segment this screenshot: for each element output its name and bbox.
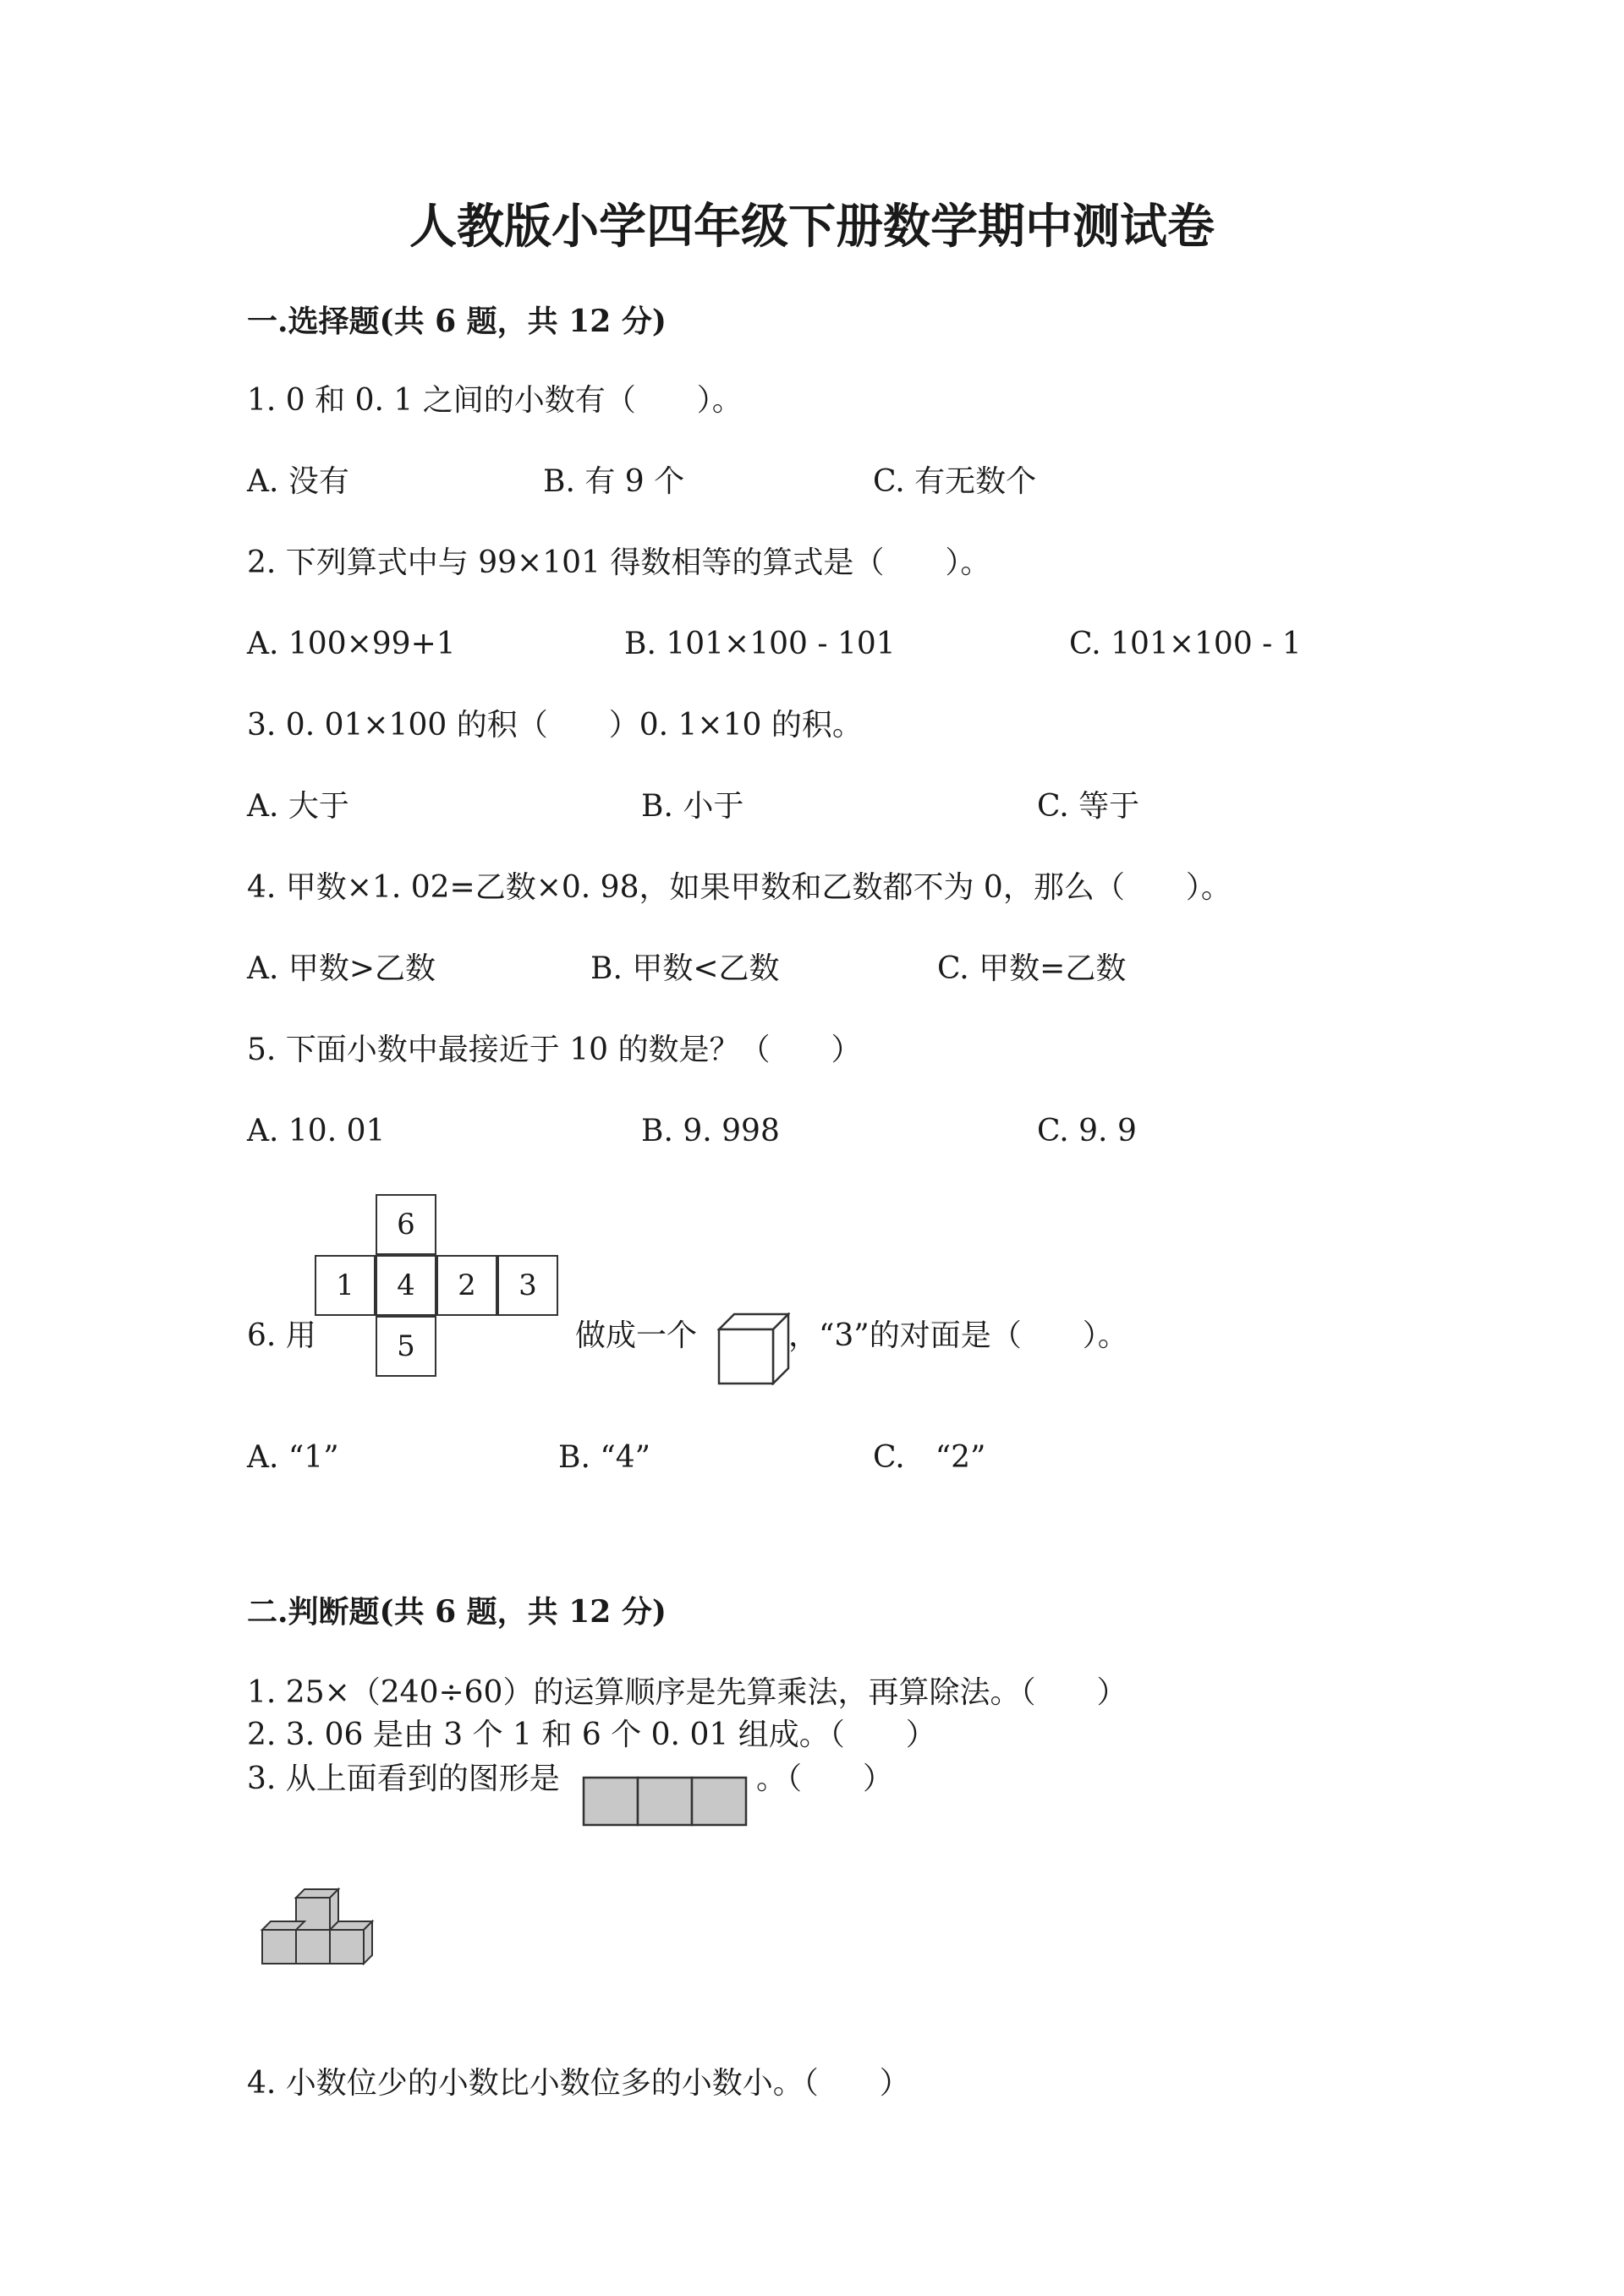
question-2: 2. 下列算式中与 99×101 得数相等的算式是（ ）。 [247,545,991,580]
question-5: 5. 下面小数中最接近于 10 的数是？（ ） [247,1033,862,1067]
net-cell: 5 [376,1316,436,1377]
page-title: 人教版小学四年级下册数学期中测试卷 [409,199,1215,255]
q4-option-b: B. 甲数<乙数 [590,951,780,986]
q3-option-c: C. 等于 [1037,789,1140,824]
q5-option-b: B. 9. 998 [641,1114,780,1148]
judge-question-3-suffix: 。（ ） [756,1762,894,1796]
top-view-figure [582,1776,751,1828]
net-cell: 6 [376,1194,436,1255]
cube-icon [717,1312,790,1385]
question-1: 1. 0 和 0. 1 之间的小数有（ ）。 [247,383,743,418]
question-3: 3. 0. 01×100 的积（ ）0. 1×10 的积。 [247,708,863,743]
q6-option-c: C. “2” [873,1440,986,1475]
question-6-prefix: 6. 用 [247,1318,316,1353]
question-6-middle: 做成一个 [575,1318,698,1353]
cube-stack-figure [257,1888,384,1965]
net-cell: 2 [436,1255,497,1316]
q2-option-a: A. 100×99+1 [247,627,456,661]
question-4: 4. 甲数×1. 02=乙数×0. 98，如果甲数和乙数都不为 0，那么（ ）。 [247,870,1232,905]
net-cell: 1 [315,1255,376,1316]
q1-option-c: C. 有无数个 [873,464,1037,499]
q2-option-c: C. 101×100 - 1 [1069,627,1302,661]
judge-question-2: 2. 3. 06 是由 3 个 1 和 6 个 0. 01 组成。（ ） [247,1718,936,1752]
cube-net-figure [315,1194,563,1382]
q4-option-a: A. 甲数>乙数 [247,951,436,986]
judge-question-1: 1. 25×（240÷60）的运算顺序是先算乘法，再算除法。（ ） [247,1675,1127,1710]
net-cell: 4 [376,1255,436,1316]
q2-option-b: B. 101×100 - 101 [624,627,896,661]
question-6-suffix: ，“3”的对面是（ ）。 [788,1318,1128,1353]
judge-question-3-prefix: 3. 从上面看到的图形是 [247,1762,560,1796]
q4-option-c: C. 甲数=乙数 [937,951,1127,986]
q3-option-a: A. 大于 [247,789,349,824]
q3-option-b: B. 小于 [641,789,744,824]
section-heading-judgement: 二.判断题(共 6 题，共 12 分) [247,1594,667,1630]
q5-option-c: C. 9. 9 [1037,1114,1137,1148]
q1-option-a: A. 没有 [247,464,349,499]
q1-option-b: B. 有 9 个 [543,464,685,499]
q6-option-b: B. “4” [558,1440,651,1475]
net-cell: 3 [497,1255,558,1316]
q5-option-a: A. 10. 01 [247,1114,386,1148]
q6-option-a: A. “1” [247,1440,339,1475]
section-heading-choice: 一.选择题(共 6 题，共 12 分) [247,304,667,339]
judge-question-4: 4. 小数位少的小数比小数位多的小数小。（ ） [247,2066,910,2101]
